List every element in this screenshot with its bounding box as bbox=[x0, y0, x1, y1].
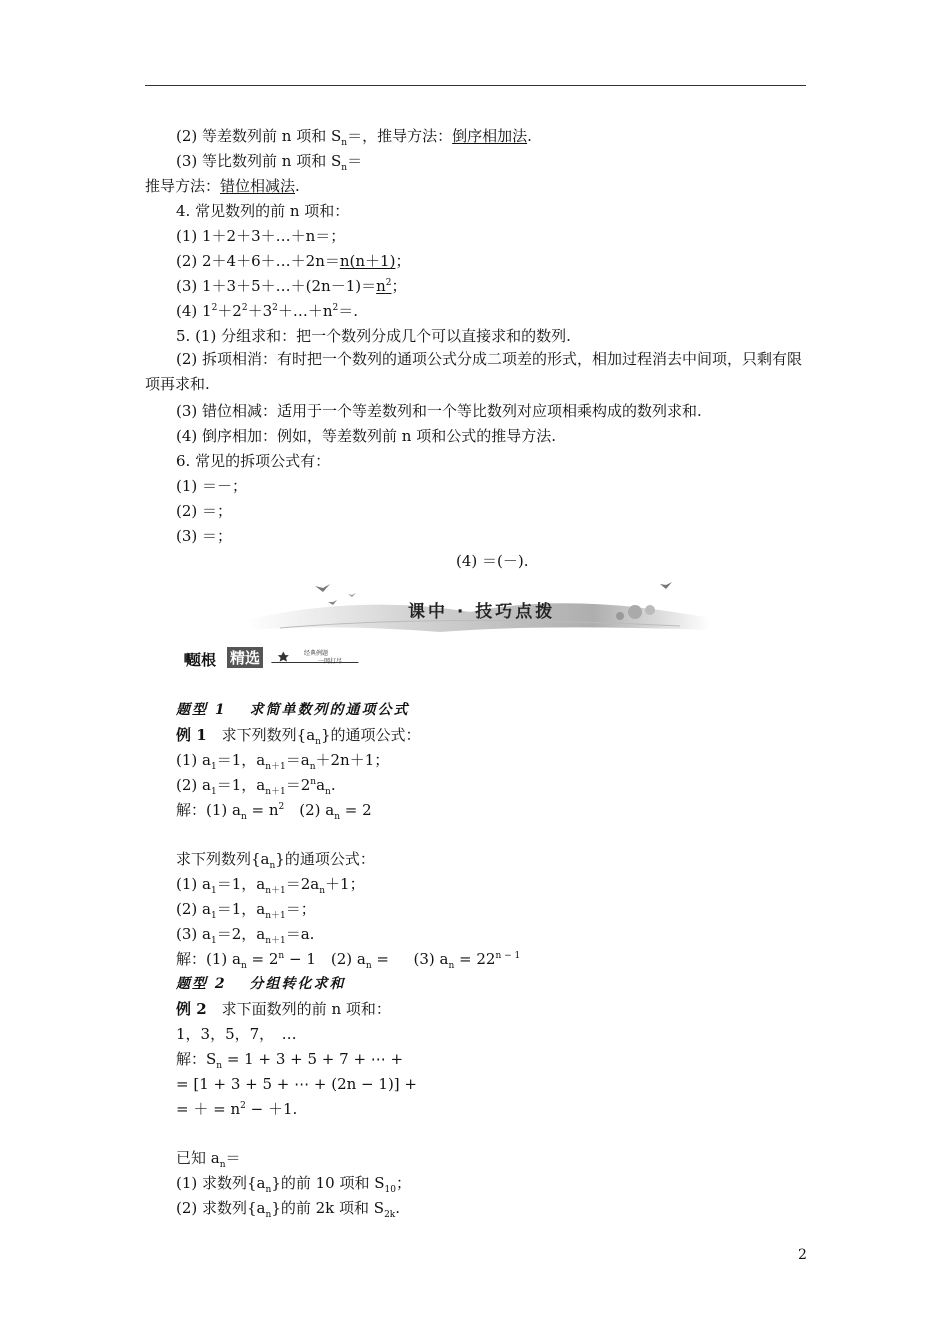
line-formula-1: (1) ＝－； bbox=[176, 477, 248, 495]
exercise-2: 已知 $a_n=$ bbox=[176, 1149, 241, 1170]
example-2: 例 2 求下面数列的前 n 项和： bbox=[176, 1000, 391, 1018]
line-formula-3: (3) ＝； bbox=[176, 527, 233, 545]
header-rule bbox=[145, 85, 806, 86]
line-formula-4: (4) ＝(－). bbox=[456, 552, 529, 570]
type-2-heading: 题型 2 分组转化求和 bbox=[176, 976, 346, 992]
line-common-sums: 4. 常见数列的前 n 项和： bbox=[176, 202, 350, 220]
line-sum-4: (4) $1^2+2^2+3^2+\dots+n^2=$. bbox=[176, 302, 359, 320]
banner-title: 课中 · 技巧点拨 bbox=[408, 602, 556, 622]
solution-3-line-2: = [1 + 3 + 5 + ⋯ + (2n − 1)] + bbox=[176, 1075, 417, 1093]
solution-1: 解：(1) $a_n = n^2$ (2) $a_n = 2$ bbox=[176, 801, 372, 822]
line-sum-2: (2) 2＋4＋6＋…＋2n＝n(n＋1)； bbox=[176, 252, 411, 270]
solution-2: 解：(1) $a_n = 2^n - 1$ (2) $a_n$ = (3) $a_n = 22^{n - 1}$ bbox=[176, 950, 521, 971]
solution-3-line-3: = ＋ = $n^2 - +1$. bbox=[176, 1100, 298, 1118]
exercise-2-part-2: (2) 求数列$\{a_n\}$的前 2k 项和 $S_{2k}$. bbox=[176, 1199, 401, 1220]
example-2-sequence: 1，3，5，7， … bbox=[176, 1025, 297, 1043]
exercise-1-part-3: (3) $a_1=2$，$a_{n+1}=a$. bbox=[176, 925, 315, 946]
type-1-heading: 题型 1 求简单数列的通项公式 bbox=[176, 702, 410, 718]
tag-subtitle: 经典例题 一网打尽 bbox=[304, 650, 343, 665]
exercise-1: 求下列数列$\{a_n\}$的通项公式： bbox=[176, 850, 375, 871]
line-shift-subtract: (3) 错位相减：适用于一个等差数列和一个等比数列对应项相乘构成的数列求和. bbox=[176, 402, 702, 420]
exercise-1-part-1: (1) $a_1=1$，$a_{n+1}=2a_n+1$； bbox=[176, 875, 365, 896]
line-reverse-add: (4) 倒序相加：例如，等差数列前 n 项和公式的推导方法. bbox=[176, 427, 556, 445]
line-sum-geo: (3) 等比数列前 n 项和 $S_n=$ bbox=[176, 152, 363, 173]
line-sum-3: (3) $1+3+5+\dots+(2n-1)=n^2$； bbox=[176, 277, 407, 295]
exercise-2-part-1: (1) 求数列$\{a_n\}$的前 10 项和 $S_{10}$； bbox=[176, 1174, 411, 1195]
line-split-formulas: 6. 常见的拆项公式有： bbox=[176, 452, 331, 470]
line-sum-1: (1) 1＋2＋3＋…＋n＝； bbox=[176, 227, 346, 245]
line-formula-2: (2) ＝； bbox=[176, 502, 233, 520]
solution-3-line-1: 解：$S_n = 1 + 3 + 5 + 7$ + ⋯ + bbox=[176, 1050, 404, 1071]
example-1-part-2: (2) $a_1=1$，$a_{n+1}=2^na_n$. bbox=[176, 776, 336, 797]
line-split-terms: (2) 拆项相消：有时把一个数列的通项公式分成二项差的形式，相加过程消去中间项，只剩有限项再求和. bbox=[145, 350, 803, 393]
tag-label-b: 精选 bbox=[227, 647, 263, 668]
example-1-part-1: (1) $a_1=1$，$a_{n+1}=a_n+2n+1$； bbox=[176, 751, 390, 772]
page-number: 2 bbox=[798, 1247, 807, 1263]
tag-label-a: 题根 bbox=[186, 651, 217, 669]
line-method: 推导方法：错位相减法. bbox=[145, 177, 300, 195]
example-1: 例 1 求下列数列$\{a_n\}$的通项公式： bbox=[176, 726, 421, 747]
exercise-1-part-2: (2) $a_1=1$，$a_{n+1}=$； bbox=[176, 900, 316, 921]
line-sum-arith: (2) 等差数列前 n 项和 $S_n=$，推导方法：倒序相加法. bbox=[176, 127, 532, 148]
line-group-sum: 5. (1) 分组求和：把一个数列分成几个可以直接求和的数列. bbox=[176, 327, 571, 345]
